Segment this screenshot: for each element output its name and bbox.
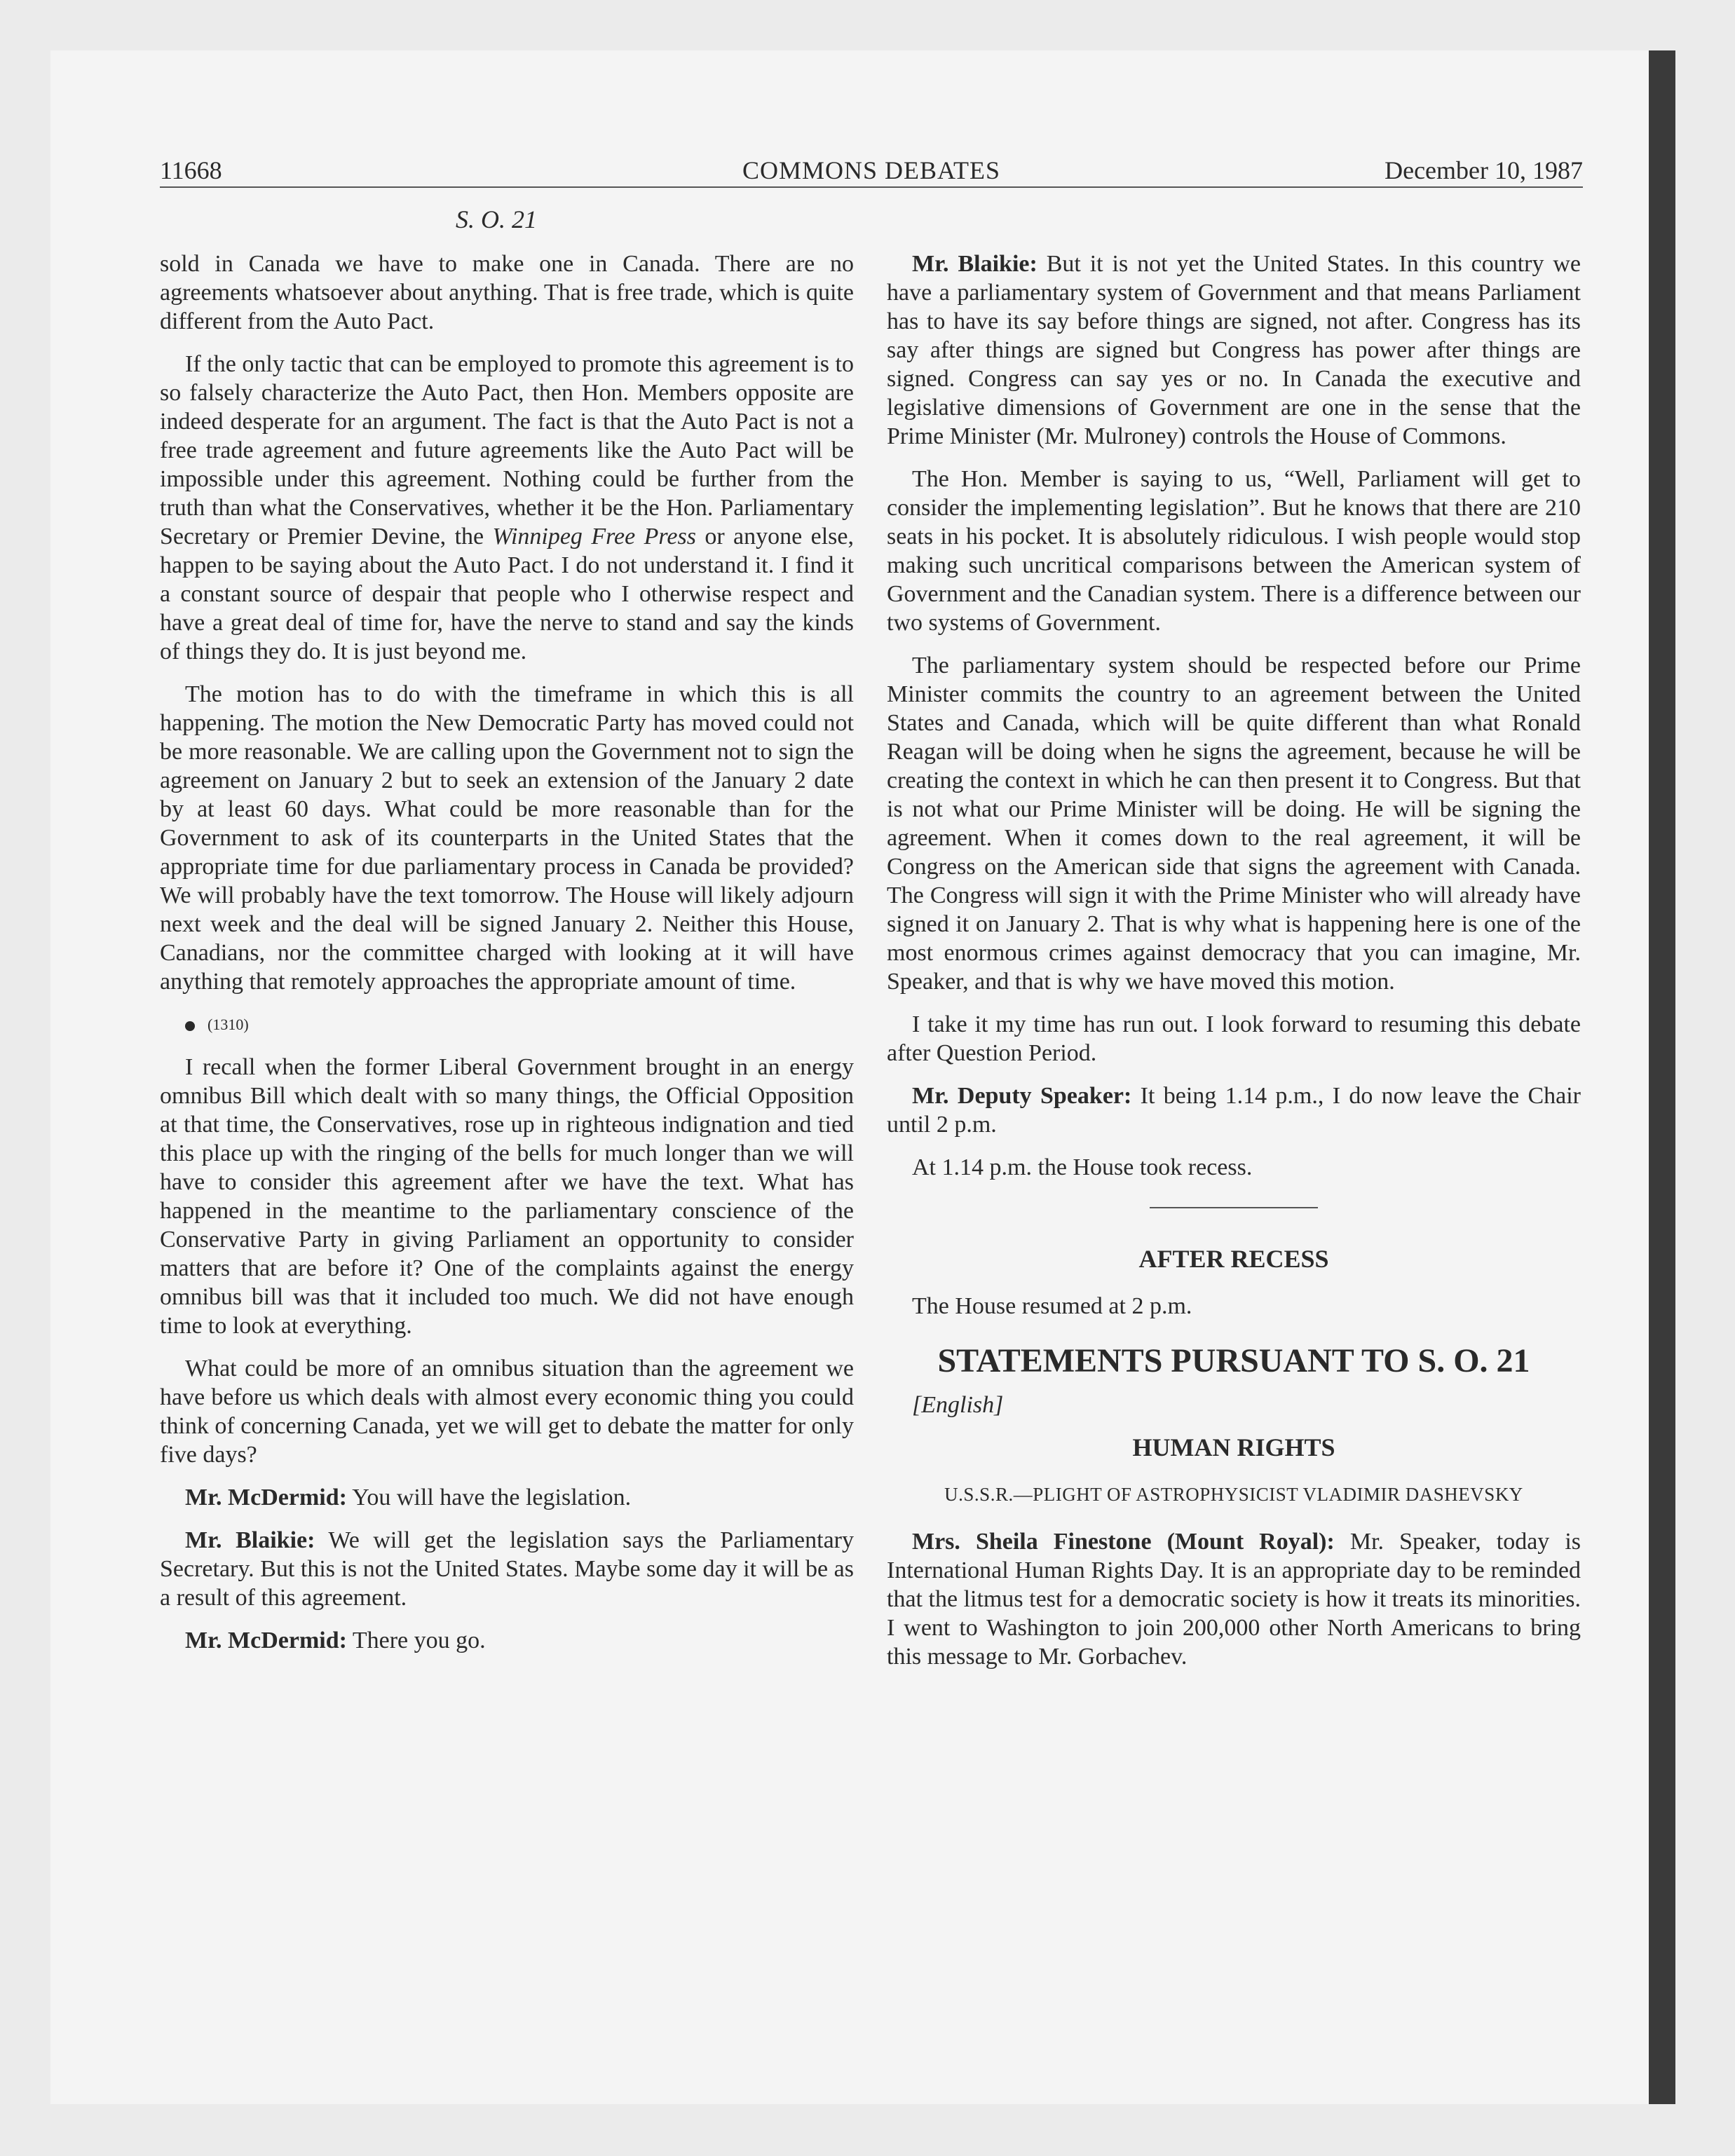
speech-text: It being 1.14 p.m., I do now leave the Chair until 2 p.m. [887,1083,1581,1138]
paragraph: The House resumed at 2 p.m. [912,1293,1192,1319]
paragraph [160,350,854,666]
publication-title: COMMONS DEBATES [742,156,1001,184]
language-tag: [English] [912,1392,1004,1418]
speech [887,250,1581,451]
paragraph: The motion has to do with the timeframe in which this is all happening. The motion the New Democratic Party has moved could not be more reasonable. We are calling upon the Government not to sign the agreement on January 2 but to seek an extension of the January 2 date by at least 60 days. What could be more reasonable than for the Government to ask of its counterparts in the United States that the appropriate time for due parliamentary process in Canada be provided? We will probably have the text tomorrow. The House will likely adjourn next week and the deal will be signed January 2. Neither this House, Canadians, nor the committee charged with looking at it will have anything that remotely approaches the appropriate amount of time. [160,681,854,995]
speech [160,1483,854,1512]
section-divider [1150,1207,1318,1208]
paragraph: The Hon. Member is saying to us, “Well, Parliament will get to consider the implementing legislation”. But he knows that there are 210 seats in his pocket. It is absolutely ridiculous. I wish people would stop making such uncritical comparisons between the American system of Government and the Canadian system. There is a difference between our two systems of Government. [887,466,1581,636]
page-header [160,154,1583,188]
page-number: 11668 [160,156,222,184]
sitting-date: December 10, 1987 [1384,156,1583,184]
time-marker [160,1010,854,1039]
right-column [887,250,1581,1685]
speech [160,1626,854,1655]
paragraph: I take it my time has run out. I look forward to resuming this debate after Question Period. [887,1011,1581,1066]
speech [160,1526,854,1612]
left-column [160,250,854,1669]
paragraph: At 1.14 p.m. the House took recess. [912,1154,1253,1180]
paragraph: What could be more of an omnibus situation than the agreement we have before us which deals with almost every economic thing you could think of concerning Canada, yet we will get to debate the matter for only five days? [160,1356,854,1468]
major-heading: STATEMENTS PURSUANT TO S. O. 21 [937,1342,1530,1379]
publication-name: Winnipeg Free Press [492,524,696,550]
bullet-icon [185,1021,195,1031]
topic-heading: HUMAN RIGHTS [1132,1433,1335,1461]
speaker-name: Mr. McDermid: [185,1485,347,1510]
paragraph: I recall when the former Liberal Government brought in an energy omnibus Bill which dealt with so many things, the Official Opposition at that time, the Conservatives, rose up in righteous indignation and tied this place up with the ringing of the bells for much longer than we will have to consider this agreement after we have the text. What has happened in the meantime to the parliamentary conscience of the Conservative Party in giving Parliament an opportunity to consider matters that are before it? One of the complaints against the energy omnibus bill was that it included too much. We did not have enough time to look at everything. [160,1054,854,1339]
scan-edge [1649,50,1675,2104]
speech [887,1527,1581,1671]
speaker-name: Mrs. Sheila Finestone (Mount Royal): [912,1529,1335,1555]
section-label: S. O. 21 [456,205,537,233]
speaker-name: Mr. Blaikie: [185,1527,315,1553]
subtopic-heading: U.S.S.R.—PLIGHT OF ASTROPHYSICIST VLADIMIR DASHEVSKY [944,1484,1523,1505]
text-run: or anyone else, happen to be saying about the Auto Pact. I do not understand it. I find it a constant source of despair that people who I otherwise respect and have a great deal of time for, have the nerve to stand and say the kinds of things they do. It is just beyond me. [160,524,854,664]
text-run: If the only tactic that can be employed to promote this agreement is to so falsely characterize the Auto Pact, then Hon. Members opposite are indeed desperate for an argument. The fact is that the Auto Pact is not a free trade agreement and future agreements like the Auto Pact will be impossible under this agreement. Nothing could be further from the truth than what the Conservatives, whether it be the Hon. Parliamentary Secretary or Premier Devine, the [160,351,854,550]
speech [887,1082,1581,1139]
speech-text: There you go. [346,1628,486,1653]
speaker-name: Mr. Deputy Speaker: [912,1083,1132,1109]
speech-text: Mr. Speaker, today is International Human Rights Day. It is an appropriate day to be reminded that the litmus test for a democratic society is how it treats its minorities. I went to Washington to join 200,000 other North Americans to bring this message to Mr. Gorbachev. [887,1529,1581,1670]
speaker-name: Mr. Blaikie: [912,251,1037,277]
paragraph: sold in Canada we have to make one in Canada. There are no agreements whatsoever about anything. That is free trade, which is quite different from the Auto Pact. [160,251,854,334]
speech-text: We will get the legislation says the Parliamentary Secretary. But this is not the United States. Maybe some day it will be as a result of this agreement. [160,1527,855,1611]
speaker-name: Mr. McDermid: [185,1628,347,1653]
time-marker-text: (1310) [207,1016,249,1033]
section-heading: AFTER RECESS [1138,1245,1329,1273]
speech-text: You will have the legislation. [346,1485,632,1510]
paragraph: The parliamentary system should be respected before our Prime Minister commits the country to an agreement between the United States and Canada, which will be quite different than what Ronald Reagan will be doing when he signs the agreement, because he will be creating the context in which he can then present it to Congress. But that is not what our Prime Minister will be doing. He will be signing the agreement. When it comes down to the real agreement, it will be Congress on the American side that signs the agreement with Canada. The Congress will sign it with the Prime Minister who will already have signed it on January 2. That is why what is happening here is one of the most enormous crimes against democracy that you can imagine, Mr. Speaker, and that is why we have moved this motion. [887,653,1581,995]
speech-text: But it is not yet the United States. In this country we have a parliamentary system of Government and that means Parliament has to have its say before things are signed, not after. Congress has its say after things are signed but Congress has power after things are signed. Congress can say yes or no. In Canada the executive and legislative dimensions of Government are one in the sense that the Prime Minister (Mr. Mulroney) controls the House of Commons. [887,251,1581,449]
